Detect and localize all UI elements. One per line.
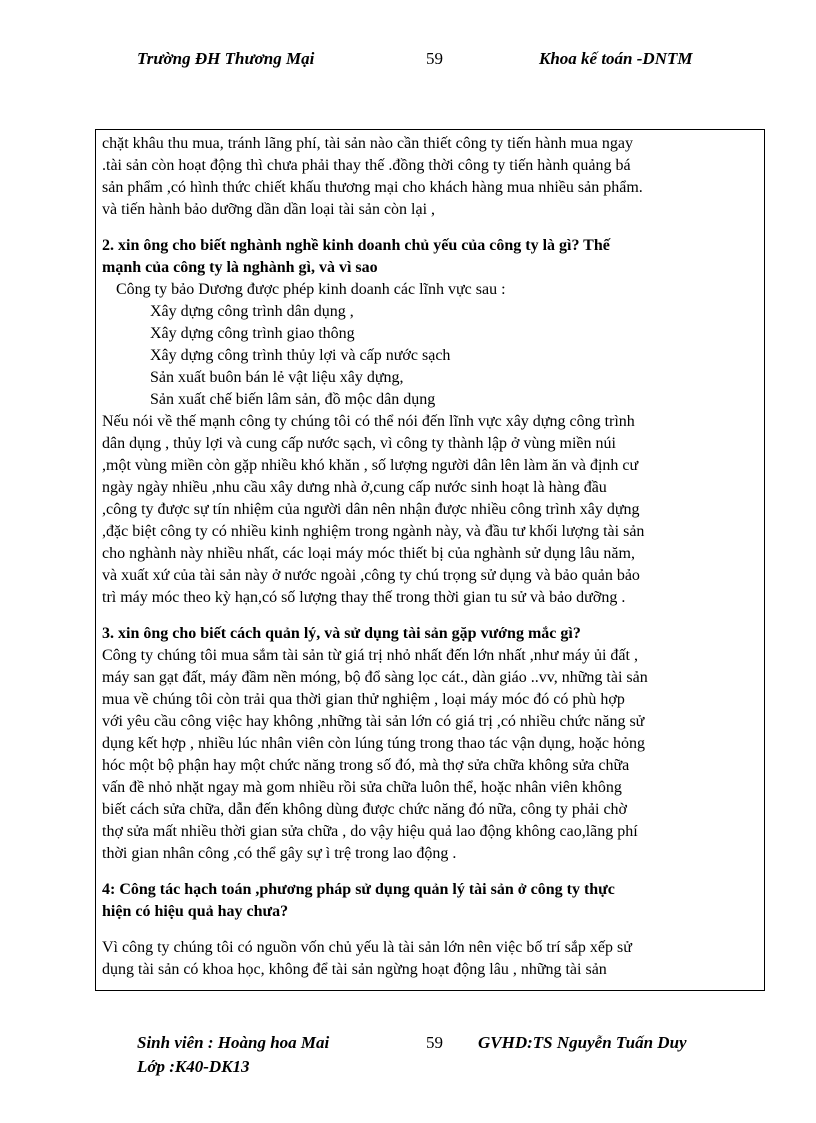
question-4-heading: hiện có hiệu quả hay chưa? (102, 903, 289, 920)
footer-class: Lớp :K40-DK13 (137, 1057, 250, 1076)
answer-2-list-item: Sản xuất buôn bán lẻ vật liệu xây dựng, (150, 369, 404, 386)
answer-2-intro: Công ty bảo Dương được phép kinh doanh các lĩnh vực sau : (116, 281, 506, 298)
spacer (102, 221, 758, 235)
spacer (102, 923, 758, 937)
text-line: Nếu nói về thế mạnh công ty chúng tôi có thể nói đến lĩnh vực xây dựng công trình (102, 413, 635, 430)
text-line: ,một vùng miền còn gặp nhiều khó khăn , số lượng người dân lên làm ăn và định cư (102, 457, 639, 474)
text-line: sản phẩm ,có hình thức chiết khấu thương mại cho khách hàng mua nhiều sản phẩm. (102, 179, 643, 196)
text-line: mua về chúng tôi còn trải qua thời gian thử nghiệm , loại máy móc đó có phù hợp (102, 691, 625, 708)
text-line: biết cách sửa chữa, dẫn đến không dùng được chức năng đó nữa, công ty phải chờ (102, 801, 628, 818)
text-line: chặt khâu thu mua, tránh lãng phí, tài sản nào cần thiết công ty tiến hành mua ngay (102, 135, 633, 152)
question-3-heading: 3. xin ông cho biết cách quản lý, và sử dụng tài sản gặp vướng mắc gì? (102, 625, 581, 642)
text-line: hóc một bộ phận hay một chức năng trong số đó, mà thợ sửa chữa không sửa chữa (102, 757, 630, 774)
spacer (102, 865, 758, 879)
answer-2-list-item: Xây dựng công trình giao thông (150, 325, 355, 342)
text-line: thời gian nhân công ,có thể gây sự ì trệ trong lao động . (102, 845, 457, 862)
text-line: và tiến hành bảo dưỡng dần dần loại tài sản còn lại , (102, 201, 436, 218)
text-line: Vì công ty chúng tôi có nguồn vốn chủ yếu là tài sản lớn nên việc bố trí sắp xếp sử (102, 939, 632, 956)
text-line: ngày ngày nhiều ,nhu cầu xây dưng nhà ở,cung cấp nước sinh hoạt là hàng đầu (102, 479, 607, 496)
page-header (0, 49, 816, 73)
answer-2-list-item: Sản xuất chế biến lâm sản, đồ mộc dân dụng (150, 391, 436, 408)
header-faculty: Khoa kế toán -DNTM (539, 49, 693, 68)
text-line: ,công ty được sự tín nhiệm của người dân nên nhận được nhiều công trình xây dựng (102, 501, 640, 518)
answer-2-list-item: Xây dựng công trình thủy lợi và cấp nước sạch (150, 347, 451, 364)
footer-advisor: GVHD:TS Nguyễn Tuấn Duy (478, 1033, 687, 1052)
text-line: dân dụng , thủy lợi và cung cấp nước sạch, vì công ty thành lập ở vùng miền núi (102, 435, 616, 452)
question-2-heading: 2. xin ông cho biết nghành nghề kinh doanh chủ yếu của công ty là gì? Thế (102, 237, 610, 254)
text-line: và xuất xứ của tài sản này ở nước ngoài ,công ty chú trọng sử dụng và bảo quản bảo (102, 567, 640, 584)
text-line: .tài sản còn hoạt động thì chưa phải thay thế .đồng thời công ty tiến hành quảng bá (102, 157, 631, 174)
question-4-heading: 4: Công tác hạch toán ,phương pháp sử dụng quản lý tài sản ở công ty thực (102, 881, 615, 898)
text-line: trì máy móc theo kỳ hạn,có số lượng thay thế trong thời gian tu sử và bảo dưỡng . (102, 589, 626, 606)
text-line: Công ty chúng tôi mua sắm tài sản từ giá trị nhỏ nhất đến lớn nhất ,như máy ủi đất , (102, 647, 638, 664)
text-line: ,đặc biệt công ty có nhiều kinh nghiệm trong ngành này, và đầu tư khối lượng tài sản (102, 523, 645, 540)
content-frame (95, 129, 765, 991)
footer-page-number: 59 (426, 1033, 443, 1052)
answer-2-list-item: Xây dựng công trình dân dụng , (150, 303, 354, 320)
text-line: máy san gạt đất, máy đầm nền móng, bộ đổ sàng lọc cát., dàn giáo ..vv, những tài sản (102, 669, 648, 686)
text-line: vấn đề nhỏ nhặt ngay mà gom nhiều rồi sửa chữa luôn thể, hoặc nhân viên không (102, 779, 622, 796)
header-page-number: 59 (426, 49, 443, 68)
header-university: Trường ĐH Thương Mại (137, 49, 315, 68)
question-2-heading: mạnh của công ty là nghành gì, và vì sao (102, 259, 378, 276)
text-line: dụng kết hợp , nhiều lúc nhân viên còn lúng túng trong thao tác vận dụng, hoặc hỏng (102, 735, 646, 752)
text-line: với yêu cầu công việc hay không ,những tài sản lớn có giá trị ,có nhiều chức năng sử (102, 713, 645, 730)
footer-student: Sinh viên : Hoàng hoa Mai (137, 1033, 330, 1052)
text-line: thợ sửa mất nhiều thời gian sửa chữa , do vậy hiệu quả lao động không cao,lãng phí (102, 823, 638, 840)
text-line: dụng tài sản có khoa học, không để tài sản ngừng hoạt động lâu , những tài sản (102, 961, 607, 978)
text-line: cho nghành này nhiều nhất, các loại máy móc thiết bị của nghành sử dụng lâu năm, (102, 545, 635, 562)
page-footer (0, 1033, 816, 1093)
spacer (102, 609, 758, 623)
